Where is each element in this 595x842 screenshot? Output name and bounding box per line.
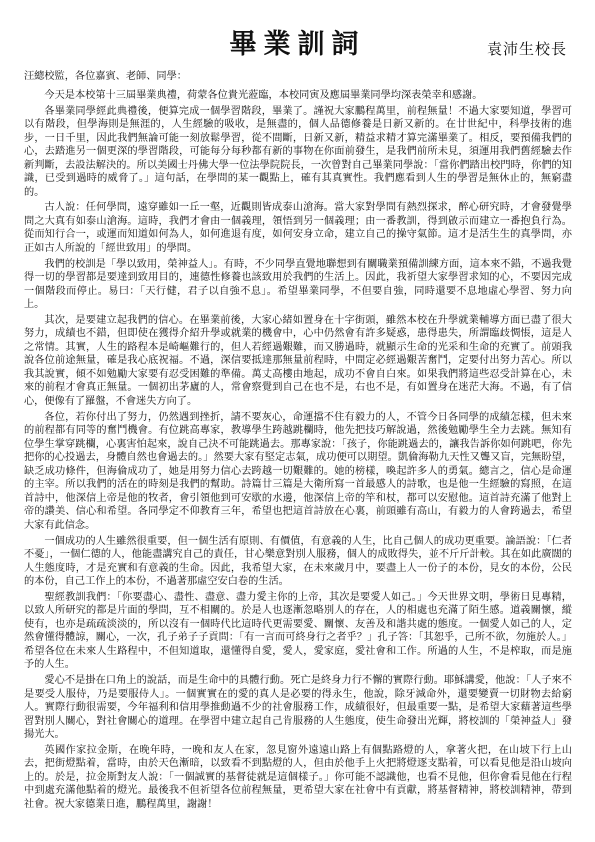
paragraph: 英國作家拉金斯，在晚年時，一晚和友人在家，忽見窗外遠遠山路上有個點路燈的人，拿著火把，在山坡下行上山去，把街燈點着，當時，由於天色漸暗，以致看不到點燈的人，但由於他手上火把將燈逐支點着，可以看見他是沿山坡向上的。於是，拉金斯對友人說：「一個誠實的基督徒就是這個樣子。」你可能不認識他，也看不見他，但你會看見他在行程中到處充滿他點着的燈光。最後我不但祈望各位前程無量，更希望大家在社會中有貢獻，將基督精神，將校訓精神，帶到社會。祝大家德業日進，鵬程萬里，謝謝！ bbox=[24, 744, 572, 810]
paragraph: 古人說：任何學問，遠穿雖如一丘一壑，近觀則皆成泰山滄海。當大家對學問有熱烈探求，醉心研究時，才會發覺學問之大真有如泰山滄海。這時，我們才會由一個義理，領悟到另一個義理；由一番教訓，得到啟示而建立一番抱負行為。從而知行合一，或運而知道如何為人，如何進退有度，如何安身立命，建立自己的操守氣節。這才是活生生的真學問，亦正如古人所說的「經世致用」的學問。 bbox=[24, 202, 572, 255]
document-title: 畢業訓詞 bbox=[229, 29, 366, 60]
paragraph: 愛心不是掛在口角上的說話，而是生命中的具體行動。死亡是終身力行不懈的實際行動。耶穌講愛，他說：「人子來不是要受人服侍，乃是要服侍人」。一個實實在的愛的真人是必要的得永生，他說，除牙減命外，還要變賣一切財物去給窮人。實際行動很需要，今年福利和信用學推動過不少的社會服務工作，成績很好，但最重要一點，是希望大家藉著這些學習對別人關心，對社會關心的道理。在學習中建立起自己肯服務的人生態度，使生命發出光輝，將校訓的「榮神益人」發揚光大。 bbox=[24, 674, 572, 741]
paragraph: 我們的校訓是「學以致用，榮神益人」。有時，不少同學直覺地聯想到有關職業預備訓練方面，這本來不錯，不過我覺得一切的學習都是要達到致用目的，連德性修養也該致用於我們的生活上。因此，我祈望大家學習求知的心，不要因完成一個階段而停止。易曰：「天行健，君子以自強不息」。希望畢業同學，不但要自強，同時還要不息地虛心學習、努力向上。 bbox=[24, 258, 572, 311]
speech-body bbox=[24, 89, 572, 811]
paragraph: 今天是本校第十三屆畢業典禮，荷蒙各位貴光蒞臨，本校同寅及應屆畢業同學均深表榮幸和感謝。 bbox=[44, 90, 483, 101]
author-name: 袁沛生校長 bbox=[486, 40, 567, 58]
paragraph: 各位，若你付出了努力，仍然遇到挫折，請不要灰心，命運擋不住有毅力的人，不管今日各同學的成績怎樣，但未來的前程都有同等的奮鬥機會。有位跳高專家，教導學生跨越跳欄時，他先把技巧解說過，然後勉勵學生全力去跳。無知有位學生掌穿跳欄，心裏害怕起來，說自己決不可能跳過去。那專家說：「孩子，你能跳過去的，讓我告訴你如何跳吧，你先把你的心投過去，身體自然也會過去的。」然要大家有堅定志氣，成功便可以期望。凱倫海勒九天性又聾又盲，完無盼望，缺乏成功條件，但海倫成功了，她是用努力信心去跨越一切艱難的。她的榜樣，喚起許多人的勇氣。總言之，信心是命運的主宰。所以我們的活在的時刻是我們的幫助。詩篇廿三篇是大衛所寫一首最感人的詩歌，也是他一生經驗的寫照，在這首詩中，他深信上帝是他的牧者，會引領他到可安歇的水邊，他深信上帝的竿和杖，都可以安慰他。這首詩充滿了他對上帝的讚美、信心和希望。各同學定不仰教育三年，希望也把這首詩放在心裏，前頭雖有高山，有毅力的人會跨過去，希望大家有此信念。 bbox=[24, 411, 572, 531]
paragraph: 其次，是要建立起我們的信心。在畢業前後，大家心緒如置身在十字街頭，雖然本校在升學就業輔導方面已盡了很大努力，成績也不錯，但即使在獲得介紹升學或就業的機會中，心中仍然會有許多疑惑，患得患失，所謂臨歧惆悵，這是人之常情。其實，人生的路程本是崎嶇難行的，但人若經過艱難，而又勝過時，就顯示生命的光采和生命的充實了。前頭我說各位前途無量，確是我心底祝福。不過，深信要抵達那無量前程時，中間定必經過艱苦奮鬥，定要付出努力苦心。所以我其說實，傾不如勉勵大家要有忍受困難的準備。萬丈高樓由地起，成功不會自白來。如果我們將這些忍受計算在心，未來的前程才會真正無量。一個初出茅廬的人，常會察覺到自己在也不是，右也不是，有如置身在迷茫大海。不過，有了信心，便像有了羅盤，不會迷失方向了。 bbox=[24, 314, 572, 408]
paragraph: 各畢業同學經此典禮後，便算完成一個學習階段，畢業了。謹祝大家鵬程萬里，前程無量！不過大家要知道，學習可以有階段，但學海則是無涯的，人生經驗的吸收，是無盡的，個人品德修養是日新又新的。在廿世紀中，科學技術的進步，一日千里，因此我們無論可能一刻放鬆學習，從不間斷，日新又新，精益求精才算完滿畢業了。相反，要預備我們的心，去踏進另一個更深的學習階段，可能每分每秒都有新的事物在你面前發生，是我們前所未見，須運用我們舊經驗去作新判斷，去設法解決的。所以美國士丹佛大學一位法學院院長，一次曾對自己畢業同學說：「當你們踏出校門時，你們的知識，已受到過時的威脅了。」這句話，在學問的某一觀點上，確有其真實性。我們應看到人生的學習是無休止的，無窮盡的。 bbox=[24, 105, 572, 198]
paragraph: 一個成功的人生雖然很重要，但一個生活有原則、有價值，有意義的人生，比自己個人的成功更重要。論語說：「仁者不憂」，一個仁德的人，他能盡講究自己的責任，甘心樂意對別人服務，個人的成敗得失，並不斤斤計較。其在如此廣闊的人生態度時，才是充實和有意義的生命。因此，我希望大家，在未來歲月中，要盡上人一份子的本份，見女的本份，公民的本份，自己工作上的本份，不過著那虛空安白卷的生活。 bbox=[24, 535, 572, 588]
salutation: 汪總校監，各位嘉賓、老師、同學： bbox=[24, 71, 187, 82]
paragraph: 聖經教訓我們：「你要盡心、盡性、盡意、盡力愛主你的上帝，其次是要愛人如己。」今天世界文明，學術日見專精，以致人所研究的都是片面的學問，互不相關的。於是人也逐漸忽略別人的存在，人的相處也充滿了陌生感。道義關懷，縱使有，也亦是疏疏淡淡的，所以沒有一個時代比這時代更需要愛、關懷、友善及和諧共處的態度。一個愛人如己的人，定然會懂得體諒，關心，一次，孔子弟子子貢問：「有一言而可終身行之者乎？」孔子答：「其恕乎，己所不欲，勿施於人。」希望各位在未來人生路程中，不但知道取，還懂得自愛，愛人，愛家庭，愛社會和工作。所過的人生，不是榨取，而是施予的人生。 bbox=[24, 591, 572, 671]
